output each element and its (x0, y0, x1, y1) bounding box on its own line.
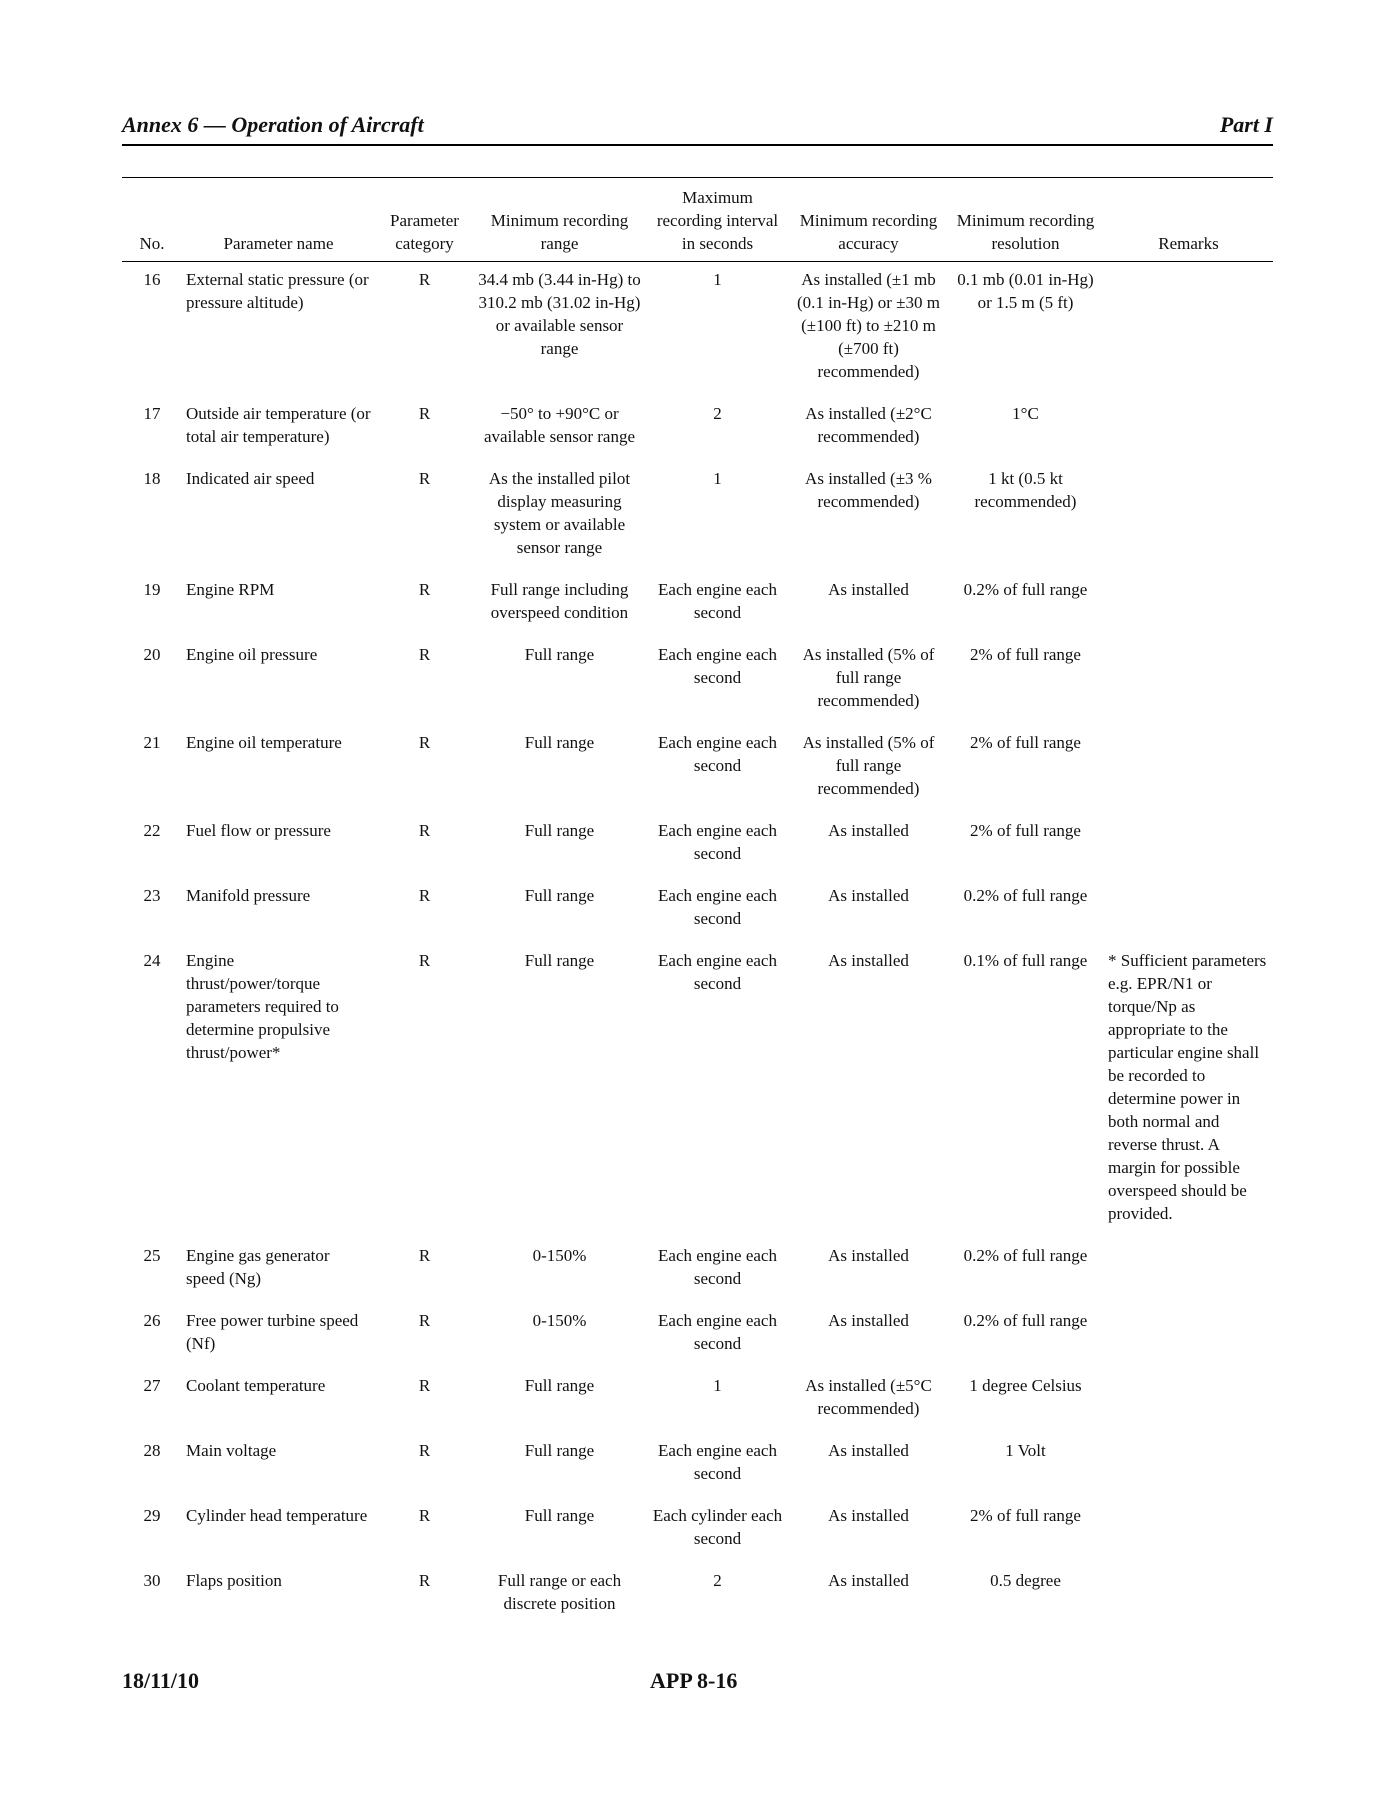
cell-name: Outside air temperature (or total air temperature) (186, 404, 371, 446)
cell-accuracy: As installed (5% of full range recommended) (802, 733, 935, 798)
table-header-row (122, 178, 1273, 262)
cell-remarks (1104, 262, 1273, 397)
column-header: Minimum recording resolution (947, 178, 1104, 262)
cell-resolution: 0.1 mb (0.01 in-Hg) or 1.5 m (5 ft) (957, 270, 1094, 312)
cell-no: 20 (143, 645, 161, 664)
cell-resolution: 2% of full range (970, 821, 1081, 840)
cell-range: 0-150% (532, 1311, 587, 1330)
table-row (122, 1238, 1273, 1303)
table-row (122, 637, 1273, 725)
column-header: No. (122, 178, 182, 262)
cell-no: 24 (143, 951, 161, 970)
cell-name: Engine oil pressure (186, 645, 318, 664)
cell-range: Full range (524, 1441, 595, 1460)
cell-no: 26 (143, 1311, 161, 1330)
cell-cat: R (418, 270, 431, 289)
cell-interval: Each engine each second (658, 1246, 777, 1288)
column-header: Remarks (1104, 178, 1273, 262)
cell-name: Indicated air speed (186, 469, 315, 488)
cell-interval: Each engine each second (658, 886, 777, 928)
table-row (122, 1498, 1273, 1563)
cell-no: 19 (143, 580, 161, 599)
cell-accuracy: As installed (828, 1311, 909, 1330)
cell-accuracy: As installed (828, 1441, 909, 1460)
table-row (122, 461, 1273, 572)
table-row (122, 1563, 1273, 1628)
cell-resolution: 1°C (1012, 404, 1039, 423)
table-row (122, 1433, 1273, 1498)
cell-name: Coolant temperature (186, 1376, 326, 1395)
cell-cat: R (418, 951, 431, 970)
cell-remarks (1104, 1368, 1273, 1433)
table-row (122, 813, 1273, 878)
cell-remarks (1104, 461, 1273, 572)
column-header: Minimum recording range (474, 178, 645, 262)
cell-interval: Each engine each second (658, 1441, 777, 1483)
cell-name: Manifold pressure (186, 886, 311, 905)
cell-interval: 1 (713, 1376, 722, 1395)
cell-interval: Each engine each second (658, 1311, 777, 1353)
cell-remarks (1104, 878, 1273, 943)
cell-accuracy: As installed (828, 580, 909, 599)
cell-interval: Each cylinder each second (652, 1506, 783, 1548)
cell-resolution: 2% of full range (970, 1506, 1081, 1525)
cell-range: Full range (524, 645, 595, 664)
cell-accuracy: As installed (828, 1506, 909, 1525)
cell-resolution: 0.2% of full range (963, 886, 1088, 905)
cell-no: 18 (143, 469, 161, 488)
cell-name: Engine gas generator speed (Ng) (186, 1246, 330, 1288)
cell-name: Cylinder head temperature (186, 1506, 368, 1525)
cell-range: Full range or each discrete position (497, 1571, 622, 1613)
table-row (122, 943, 1273, 1238)
table-row (122, 396, 1273, 461)
cell-cat: R (418, 1376, 431, 1395)
table-row (122, 572, 1273, 637)
cell-name: Free power turbine speed (Nf) (186, 1311, 359, 1353)
cell-resolution: 0.1% of full range (963, 951, 1088, 970)
cell-remarks (1104, 637, 1273, 725)
cell-cat: R (418, 1311, 431, 1330)
cell-accuracy: As installed (±3 % recommended) (805, 469, 932, 511)
part-label: Part I (1219, 112, 1273, 137)
cell-resolution: 1 Volt (1005, 1441, 1046, 1460)
cell-cat: R (418, 886, 431, 905)
column-header: Parameter category (375, 178, 474, 262)
cell-range: Full range (524, 1376, 595, 1395)
cell-interval: Each engine each second (658, 733, 777, 775)
cell-range: Full range including overspeed condition (490, 580, 629, 622)
cell-interval: 1 (713, 469, 722, 488)
cell-accuracy: As installed (828, 1571, 909, 1590)
cell-range: −50° to +90°C or available sensor range (483, 404, 636, 446)
cell-remarks (1104, 1303, 1273, 1368)
cell-no: 23 (143, 886, 161, 905)
table-row (122, 878, 1273, 943)
cell-no: 16 (143, 270, 161, 289)
cell-range: Full range (524, 951, 595, 970)
cell-no: 22 (143, 821, 161, 840)
page-header (122, 110, 1273, 146)
cell-interval: Each engine each second (658, 645, 777, 687)
cell-range: 34.4 mb (3.44 in-Hg) to 310.2 mb (31.02 in-Hg) or available sensor range (478, 270, 641, 358)
cell-remarks (1104, 572, 1273, 637)
cell-range: Full range (524, 821, 595, 840)
cell-name: Fuel flow or pressure (186, 821, 331, 840)
cell-accuracy: As installed (828, 1246, 909, 1265)
cell-remarks (1104, 1238, 1273, 1303)
cell-range: Full range (524, 1506, 595, 1525)
cell-cat: R (418, 1506, 431, 1525)
cell-interval: 2 (713, 1571, 722, 1590)
cell-cat: R (418, 404, 431, 423)
document-title: Annex 6 — Operation of Aircraft (122, 112, 424, 137)
cell-name: Main voltage (186, 1441, 277, 1460)
cell-name: Engine thrust/power/torque parameters required to determine propulsive thrust/power* (186, 951, 339, 1062)
cell-resolution: 0.2% of full range (963, 1311, 1088, 1330)
parameter-table (122, 177, 1273, 1628)
cell-accuracy: As installed (5% of full range recommended) (802, 645, 935, 710)
cell-resolution: 0.2% of full range (963, 580, 1088, 599)
cell-remarks (1104, 1498, 1273, 1563)
cell-resolution: 0.5 degree (990, 1571, 1061, 1590)
cell-remarks (1104, 813, 1273, 878)
table-row (122, 725, 1273, 813)
cell-remarks (1104, 1563, 1273, 1628)
cell-cat: R (418, 733, 431, 752)
cell-cat: R (418, 580, 431, 599)
table-row (122, 262, 1273, 397)
cell-no: 21 (143, 733, 161, 752)
column-header: Parameter name (182, 178, 375, 262)
cell-cat: R (418, 821, 431, 840)
cell-resolution: 1 degree Celsius (969, 1376, 1082, 1395)
cell-no: 28 (143, 1441, 161, 1460)
cell-accuracy: As installed (±1 mb (0.1 in-Hg) or ±30 m (±100 ft) to ±210 m (±700 ft) recommended) (797, 270, 940, 381)
cell-remarks: * Sufficient parameters e.g. EPR/N1 or torque/Np as appropriate to the particular engine shall be recorded to determine power in both normal and reverse thrust. A margin for possible overspeed should be provided. (1108, 951, 1267, 1223)
cell-no: 30 (143, 1571, 161, 1590)
cell-interval: Each engine each second (658, 951, 777, 993)
cell-interval: Each engine each second (658, 821, 777, 863)
cell-no: 29 (143, 1506, 161, 1525)
cell-range: 0-150% (532, 1246, 587, 1265)
cell-range: Full range (524, 733, 595, 752)
cell-resolution: 2% of full range (970, 645, 1081, 664)
cell-resolution: 1 kt (0.5 kt recommended) (974, 469, 1077, 511)
cell-name: Engine oil temperature (186, 733, 342, 752)
cell-cat: R (418, 1571, 431, 1590)
cell-accuracy: As installed (±5°C recommended) (805, 1376, 932, 1418)
column-header: Maximum recording interval in seconds (645, 178, 790, 262)
cell-accuracy: As installed (±2°C recommended) (805, 404, 932, 446)
cell-range: As the installed pilot display measuring system or available sensor range (488, 469, 631, 557)
footer-page-number: APP 8-16 (650, 1668, 738, 1693)
cell-interval: 1 (713, 270, 722, 289)
cell-remarks (1104, 725, 1273, 813)
cell-cat: R (418, 645, 431, 664)
column-header: Minimum recording accuracy (790, 178, 947, 262)
cell-interval: Each engine each second (658, 580, 777, 622)
cell-name: External static pressure (or pressure altitude) (186, 270, 369, 312)
cell-resolution: 0.2% of full range (963, 1246, 1088, 1265)
cell-interval: 2 (713, 404, 722, 423)
cell-name: Flaps position (186, 1571, 282, 1590)
table-row (122, 1368, 1273, 1433)
cell-no: 27 (143, 1376, 161, 1395)
cell-no: 17 (143, 404, 161, 423)
cell-no: 25 (143, 1246, 161, 1265)
cell-cat: R (418, 1246, 431, 1265)
cell-remarks (1104, 1433, 1273, 1498)
cell-name: Engine RPM (186, 580, 275, 599)
cell-accuracy: As installed (828, 821, 909, 840)
cell-cat: R (418, 1441, 431, 1460)
cell-remarks (1104, 396, 1273, 461)
footer-date: 18/11/10 (122, 1668, 200, 1693)
cell-cat: R (418, 469, 431, 488)
cell-resolution: 2% of full range (970, 733, 1081, 752)
cell-accuracy: As installed (828, 886, 909, 905)
cell-accuracy: As installed (828, 951, 909, 970)
table-row (122, 1303, 1273, 1368)
cell-range: Full range (524, 886, 595, 905)
parameter-table-container (122, 177, 1273, 1628)
